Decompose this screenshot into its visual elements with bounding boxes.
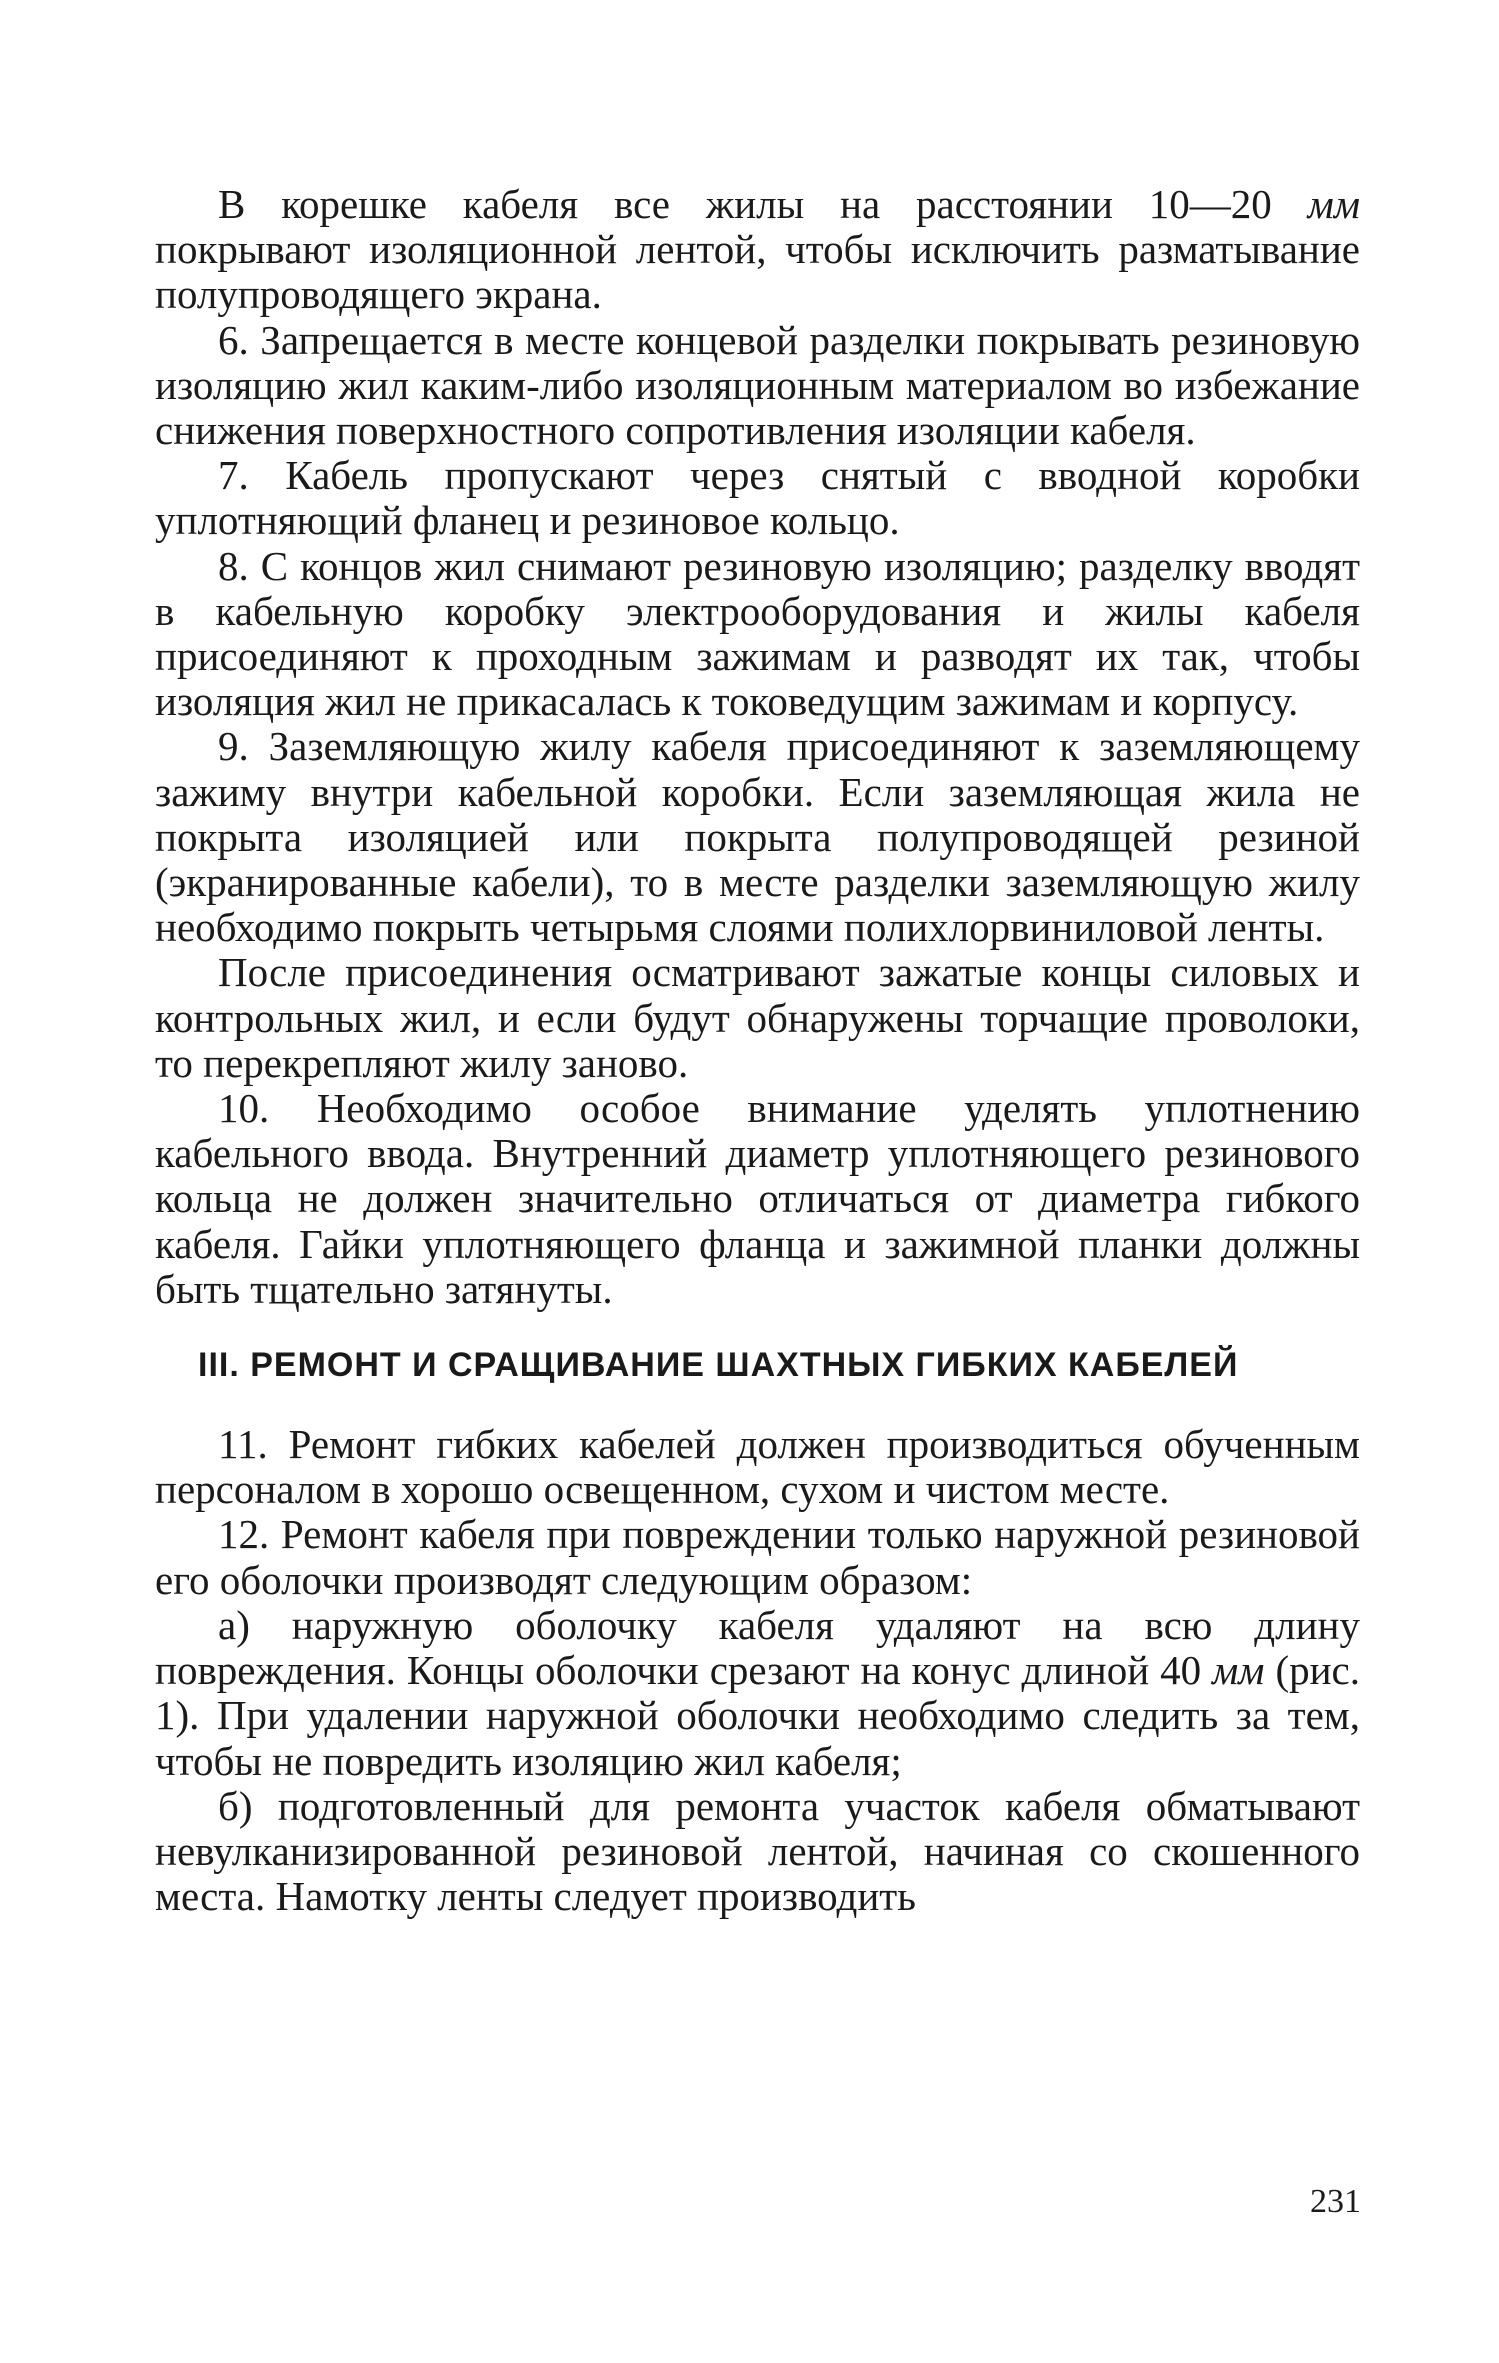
paragraph-item-11: 11. Ремонт гибких кабелей должен производиться обученным персоналом в хорошо освещенном, сухом и чистом месте.	[155, 1421, 1360, 1513]
page-body	[155, 182, 1360, 1919]
paragraph-item-12a-text-before: а) наружную оболочку кабеля удаляют на всю длину повреждения. Концы оболочки срезают на конус длиной 40	[155, 1601, 1360, 1694]
page-number: 231	[1310, 2183, 1361, 2220]
unit-mm-italic: мм	[1307, 181, 1360, 227]
paragraph-item-8: 8. С концов жил снимают резиновую изоляцию; разделку вводят в кабельную коробку электрооборудования и жилы кабеля присоединяют к проходным зажимам и разводят их так, чтобы изоляция жил не прикасалась к токоведущим зажимам и корпусу.	[155, 542, 1360, 725]
unit-mm-italic: мм	[1212, 1647, 1265, 1694]
paragraph-item-12a	[155, 1603, 1360, 1784]
paragraph-intro	[155, 182, 1360, 318]
paragraph-intro-text-after: покрывают изоляционной лентой, чтобы исключить разматывание полупроводящего экрана.	[155, 226, 1360, 318]
paragraph-item-12b: б) подготовленный для ремонта участок кабеля обматывают невулканизированной резиновой лентой, начиная со скошенного места. Намотку ленты следует производить	[155, 1782, 1360, 1920]
paragraph-item-9: 9. Заземляющую жилу кабеля присоединяют к заземляющему зажиму внутри кабельной коробки. Если заземляющая жила не покрыта изоляцией или покрыта полупроводящей резиной (экранированные кабели), то в месте разделки заземляющую жилу необходимо покрыть четырьмя слоями полихлорвиниловой ленты.	[155, 723, 1360, 951]
paragraph-item-12: 12. Ремонт кабеля при повреждении только наружной резиновой его оболочки производят следующим образом:	[155, 1511, 1360, 1603]
paragraph-item-7: 7. Кабель пропускают через снятый с вводной коробки уплотняющий фланец и резиновое кольцо.	[155, 452, 1360, 544]
paragraph-item-6: 6. Запрещается в месте концевой разделки покрывать резиновую изоляцию жил каким-либо изоляционным материалом во избежание снижения поверхностного сопротивления изоляции кабеля.	[155, 316, 1360, 454]
paragraph-item-12a-text-after: (рис. 1). При удалении наружной оболочки необходимо следить за тем, чтобы не повредить изоляцию жил кабеля;	[155, 1647, 1360, 1784]
paragraph-item-10: 10. Необходимо особое внимание уделять уплотнению кабельного ввода. Внутренний диаметр уплотняющего резинового кольца не должен значительно отличаться от диаметра гибкого кабеля. Гайки уплотняющего фланца и зажимной планки должны быть тщательно затянуты.	[155, 1085, 1360, 1312]
paragraph-item-9-continued: После присоединения осматривают зажатые концы силовых и контрольных жил, и если будут обнаружены торчащие проволоки, то перекрепляют жилу заново.	[155, 949, 1360, 1086]
paragraph-intro-text-before: В корешке кабеля все жилы на расстоянии 10—20	[218, 181, 1308, 227]
section-heading: III. РЕМОНТ И СРАЩИВАНИЕ ШАХТНЫХ ГИБКИХ КАБЕЛЕЙ	[198, 1346, 1239, 1385]
